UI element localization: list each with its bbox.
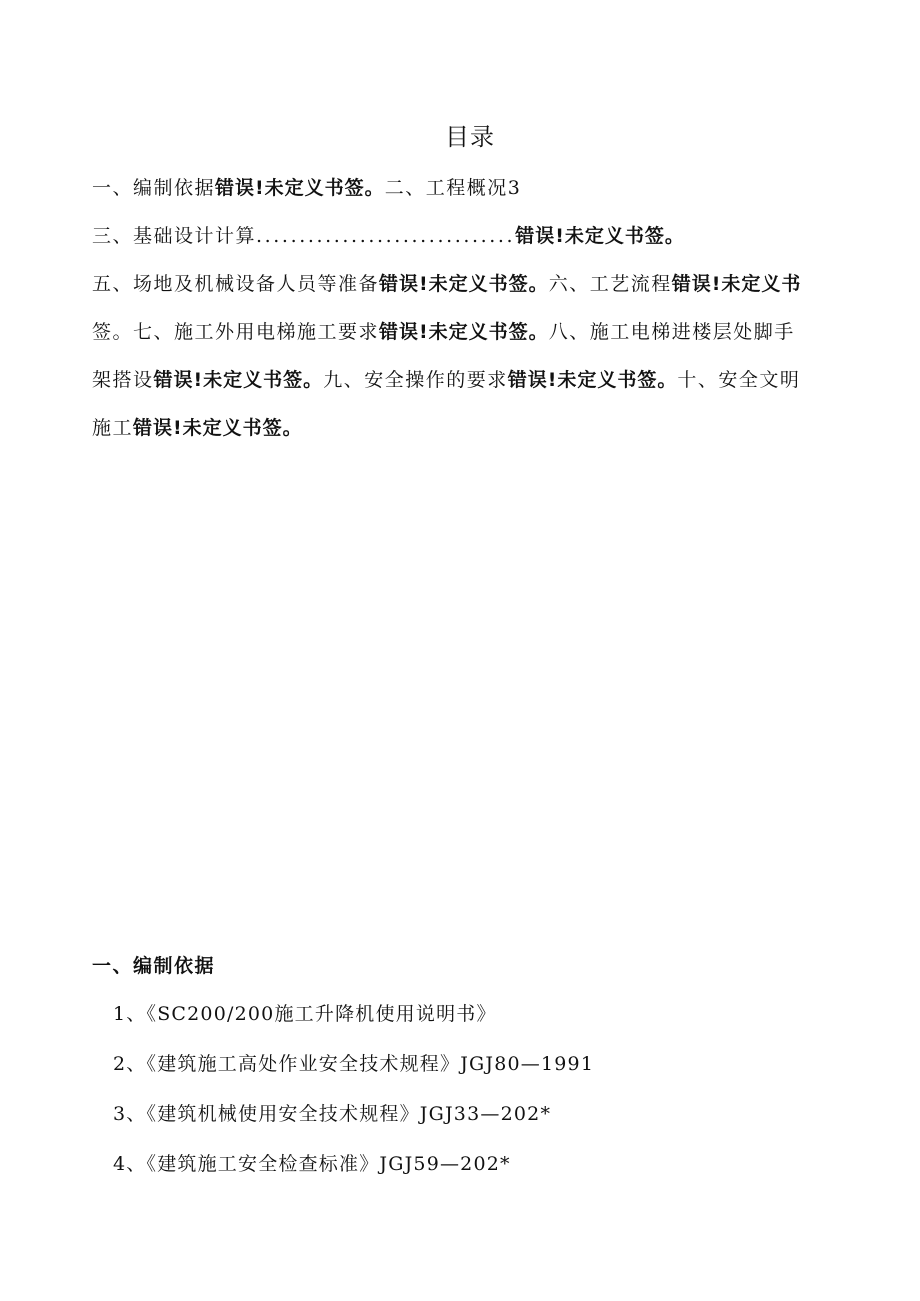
toc-leader-dots: .............................. (256, 225, 516, 247)
reference-item: 2、《建筑施工高处作业安全技术规程》JGJ80—1991 (113, 1053, 595, 1075)
toc-entry-text: 一、编制依据 (92, 177, 216, 199)
toc-title: 目录 (445, 123, 495, 151)
toc-entry-text: 六、工艺流程 (548, 273, 672, 295)
toc-entry-text: 架搭设 (92, 369, 154, 391)
toc-error-text: 错误!未定义书签。 (507, 369, 678, 391)
toc-entry-text: 八、施工电梯进楼层处脚手 (548, 321, 795, 343)
toc-entry-text: 施工 (92, 417, 134, 439)
toc-entry-text: 五、场地及机械设备人员等准备 (92, 273, 380, 295)
reference-item: 1、《SC200/200施工升降机使用说明书》 (113, 1003, 497, 1025)
section-heading: 一、编制依据 (92, 955, 216, 977)
toc-error-text: 错误!未定义书签。 (133, 417, 303, 439)
toc-error-text: 错误!未定义书 (671, 273, 802, 295)
toc-entry-text: 二、工程概况3 (384, 177, 522, 199)
toc-line-6[interactable] (92, 412, 852, 444)
toc-line-2[interactable] (92, 220, 852, 252)
reference-item: 3、《建筑机械使用安全技术规程》JGJ33—202* (113, 1103, 552, 1125)
toc-line-5[interactable] (92, 364, 852, 396)
toc-line-3[interactable] (92, 268, 852, 300)
toc-line-1[interactable] (92, 172, 852, 204)
toc-entry-text: 签。七、施工外用电梯施工要求 (92, 321, 380, 343)
toc-error-text: 错误!未定义书签。 (215, 177, 385, 199)
toc-error-text: 错误!未定义书签。 (379, 321, 549, 343)
toc-line-4[interactable] (92, 316, 852, 348)
toc-error-text: 错误!未定义书签。 (153, 369, 324, 391)
toc-error-text: 错误!未定义书签。 (379, 273, 549, 295)
reference-item: 4、《建筑施工安全检查标准》JGJ59—202* (113, 1153, 511, 1175)
toc-entry-text: 十、安全文明 (677, 369, 801, 391)
toc-error-text: 错误!未定义书签。 (515, 225, 685, 247)
toc-entry-text: 九、安全操作的要求 (323, 369, 508, 391)
toc-entry-text: 三、基础设计计算 (92, 225, 257, 247)
